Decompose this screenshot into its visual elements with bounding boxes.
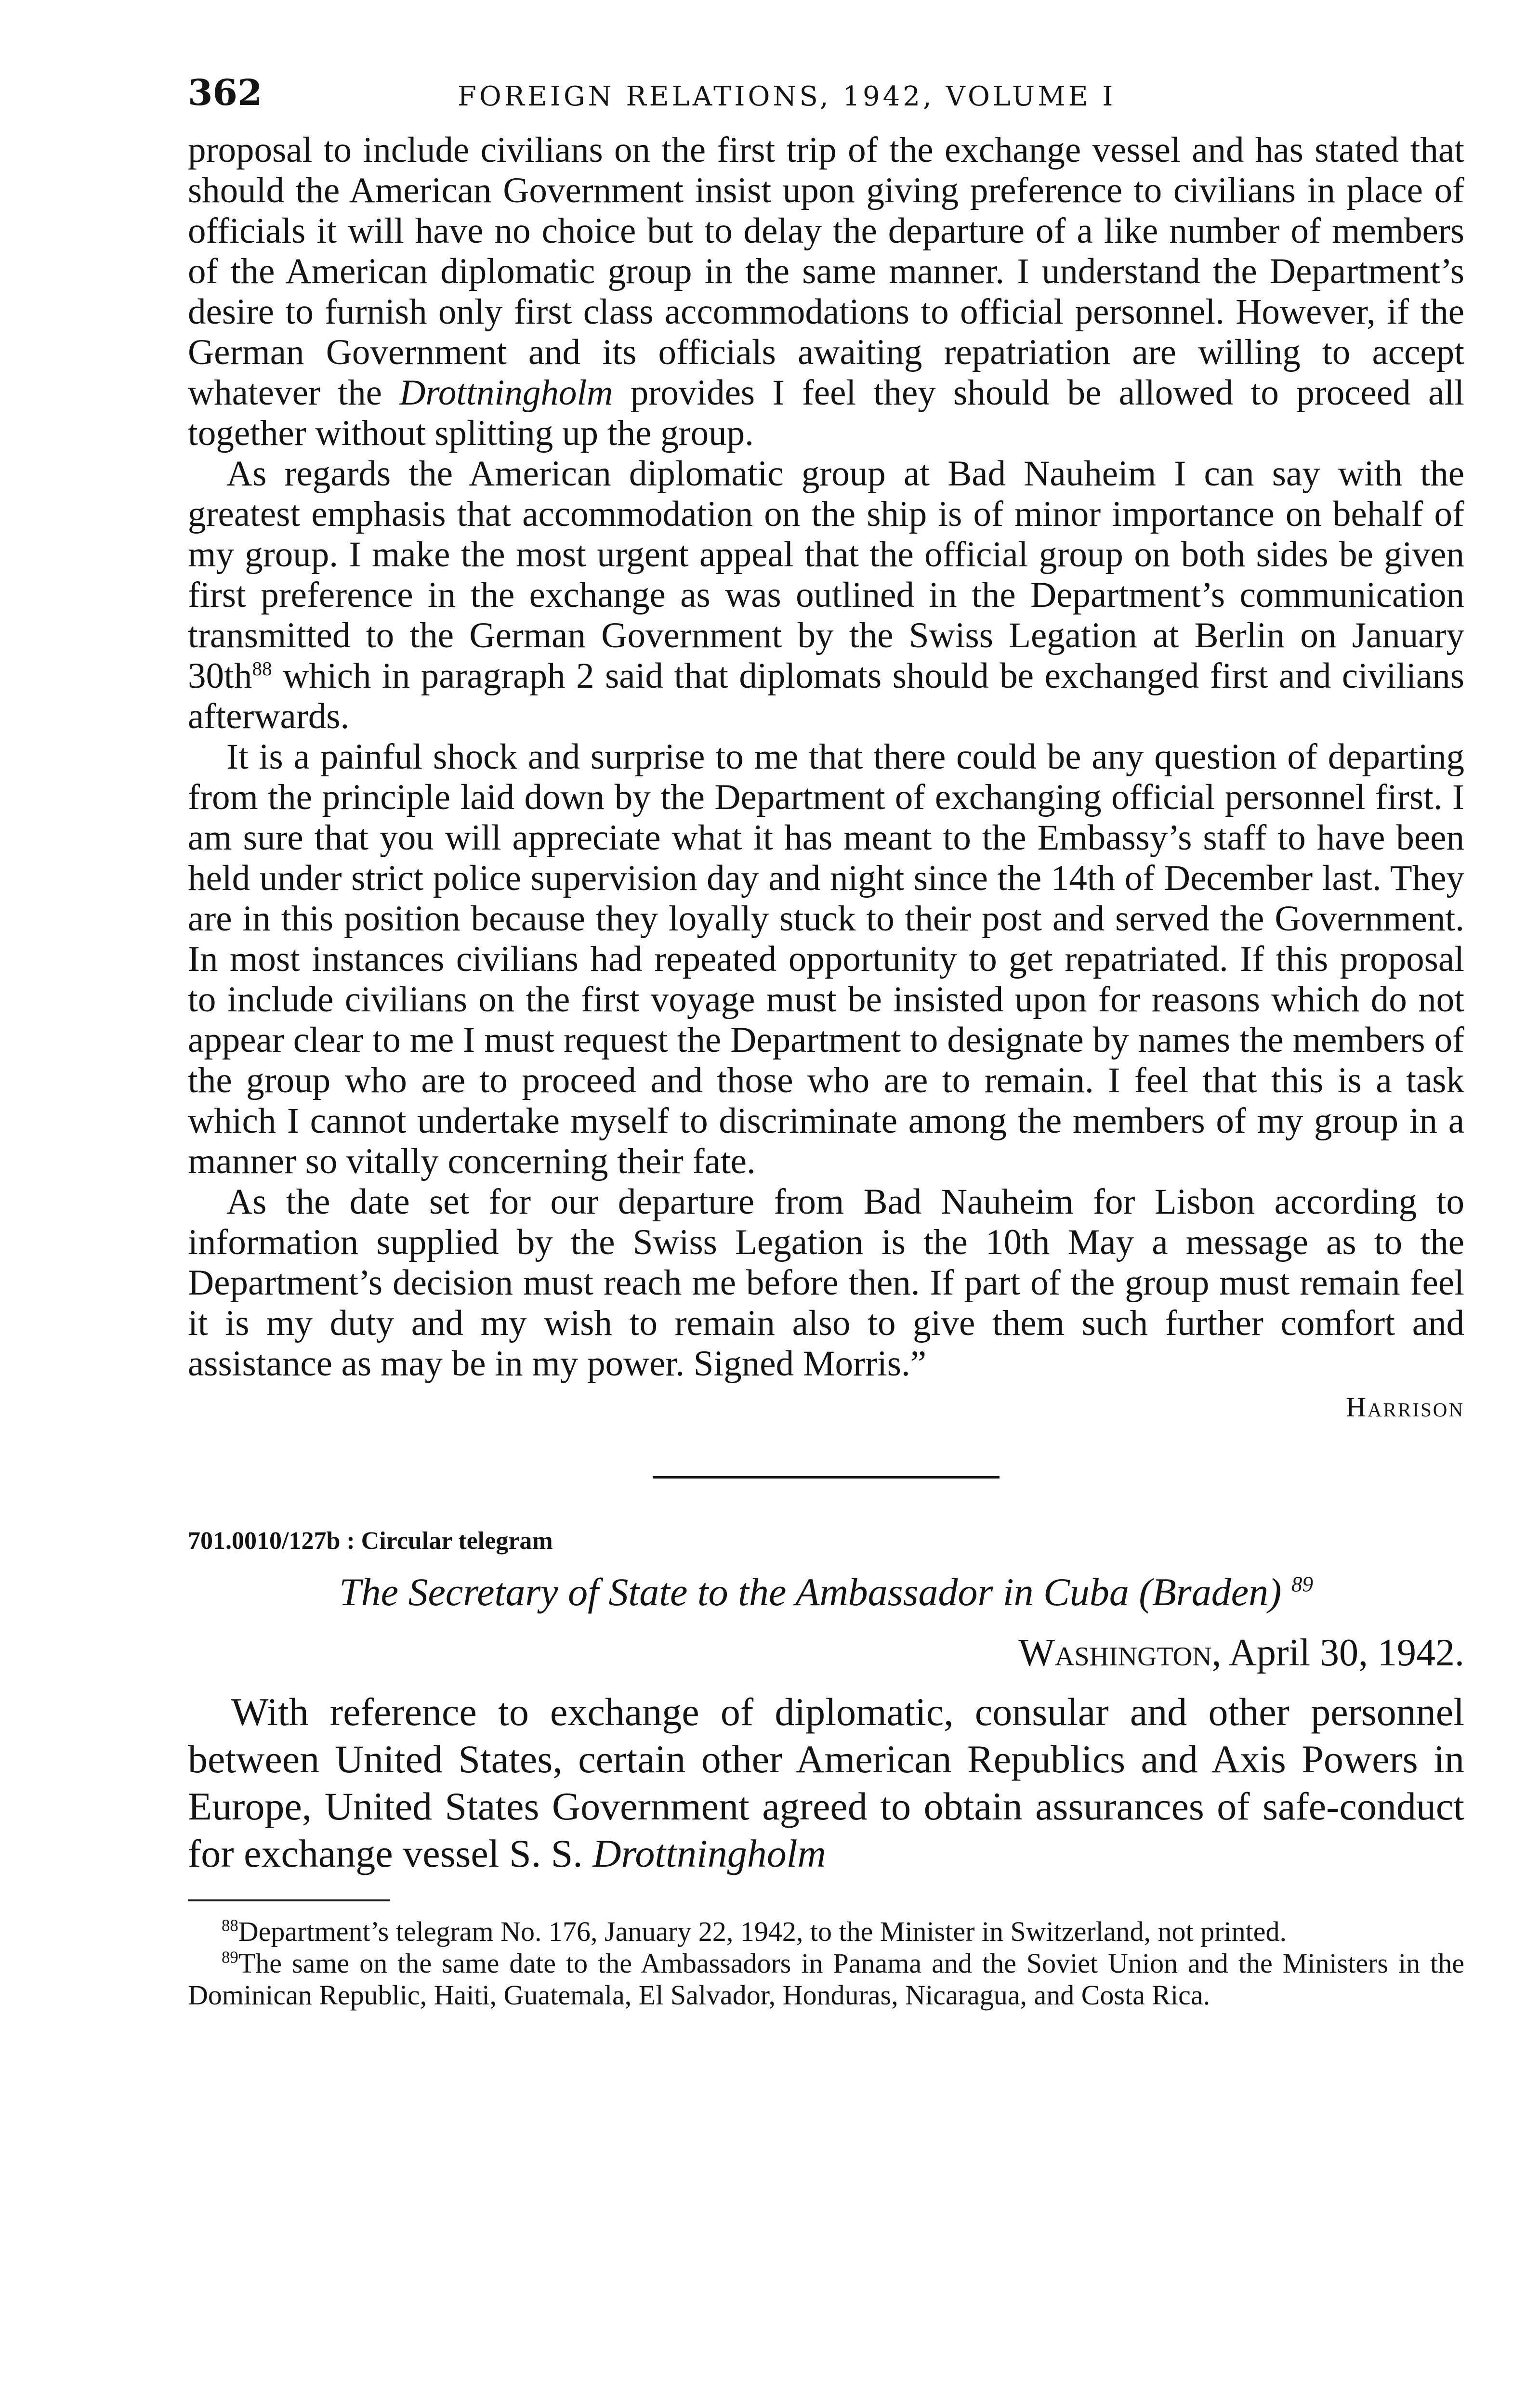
telegram-paragraph-1-text: With reference to exchange of diplomatic, consular and other personnel between United States, certain other American Republics and Axis Powers in Europe, United States Government agreed to obtain assurances of safe-conduct for exchange vessel S. S. [188,1690,1464,1875]
footnote-88 [188,1916,1464,1948]
footnote-89 [188,1948,1464,2011]
footnote-89-text: The same on the same date to the Ambassadors in Panama and the Soviet Union and the Ministers in the Dominican Republic, Haiti, Guatemala, El Salvador, Honduras, Nicaragua, and Costa Rica. [188,1948,1464,2011]
signature-harrison: Harrison [1346,1391,1464,1423]
document-title-name: (Braden) [1139,1570,1282,1614]
page-number: 362 [188,72,263,114]
dateline [188,1631,1464,1675]
footnote-divider [188,1899,390,1901]
letter-paragraph-4: As the date set for our departure from Bad Nauheim for Lisbon according to information supplied by the Swiss Legation is the 10th May a message as to the Department’s decision must reach me before then. If part of the group must remain feel it is my duty and my wish to remain also to give them such further comfort and assistance as may be in my power. Signed Morris.” [188,1182,1464,1384]
telegram-ship-name: Drottningholm [592,1832,826,1875]
letter-paragraph-1 [188,130,1464,454]
footnote-88-text: Department’s telegram No. 176, January 22, 1942, to the Minister in Switzerland, not printed. [238,1916,1287,1947]
document-title-text: The Secretary of State to the Ambassador in Cuba [339,1570,1129,1614]
letter-paragraph-1-part-b: provides I feel they should be allowed to proceed all together without splitting up the group. [188,373,1464,453]
dateline-date: , April 30, 1942. [1211,1632,1464,1674]
footnote-88-mark: 88 [222,1916,238,1935]
document-page [188,72,1464,2011]
letter-paragraph-3: It is a painful shock and surprise to me that there could be any question of departing from the principle laid down by the Department of exchanging official personnel first. I am sure that you will appreciate what it has meant to the Embassy’s staff to have been held under strict police supervision day and night since the 14th of December last. They are in this position because they loyally stuck to their post and served the Government. In most instances civilians had repeated opportunity to get repatriated. If this proposal to include civilians on the first voyage must be insisted upon for reasons which do not appear clear to me I must request the Department to designate by names the members of the group who are to proceed and those who are to remain. I feel that this is a task which I cannot undertake myself to discriminate among the members of my group in a manner so vitally concerning their fate. [188,737,1464,1181]
telegram-paragraph-1 [188,1688,1464,1877]
letter-paragraph-2 [188,454,1464,737]
running-head [188,72,1464,120]
footnote-ref-88: 88 [252,657,272,680]
letter-paragraph-1-part-a: proposal to include civilians on the first trip of the exchange vessel and has stated that should the American Government insist upon giving preference to civilians in place of officials it will have no choice but to delay the departure of a like number of members of the American diplomatic group in the same manner. I understand the Department’s desire to furnish only first class accommodations to official personnel. However, if the German Government and its officials awaiting repatriation are willing to accept whatever the [188,130,1464,413]
running-title: FOREIGN RELATIONS, 1942, VOLUME I [458,81,1116,112]
dateline-place: Washington [1018,1632,1212,1674]
ship-name-drottningholm: Drottningholm [399,373,613,413]
file-reference: 701.0010/127b : Circular telegram [188,1527,553,1555]
footnote-89-mark: 89 [222,1948,238,1967]
footnote-ref-89: 89 [1291,1572,1313,1597]
section-divider [653,1476,1000,1479]
letter-paragraph-2-part-b: which in paragraph 2 said that diplomats should be exchanged first and civilians afterwards. [188,656,1464,736]
letter-paragraph-2-part-a: As regards the American diplomatic group at Bad Nauheim I can say with the greatest emphasis that accommodation on the ship is of minor importance on behalf of my group. I make the most urgent appeal that the official group on both sides be given first preference in the exchange as was outlined in the Department’s communication transmitted to the German Government by the Swiss Legation at Berlin on January 30th [188,454,1464,696]
document-title [188,1570,1464,1615]
